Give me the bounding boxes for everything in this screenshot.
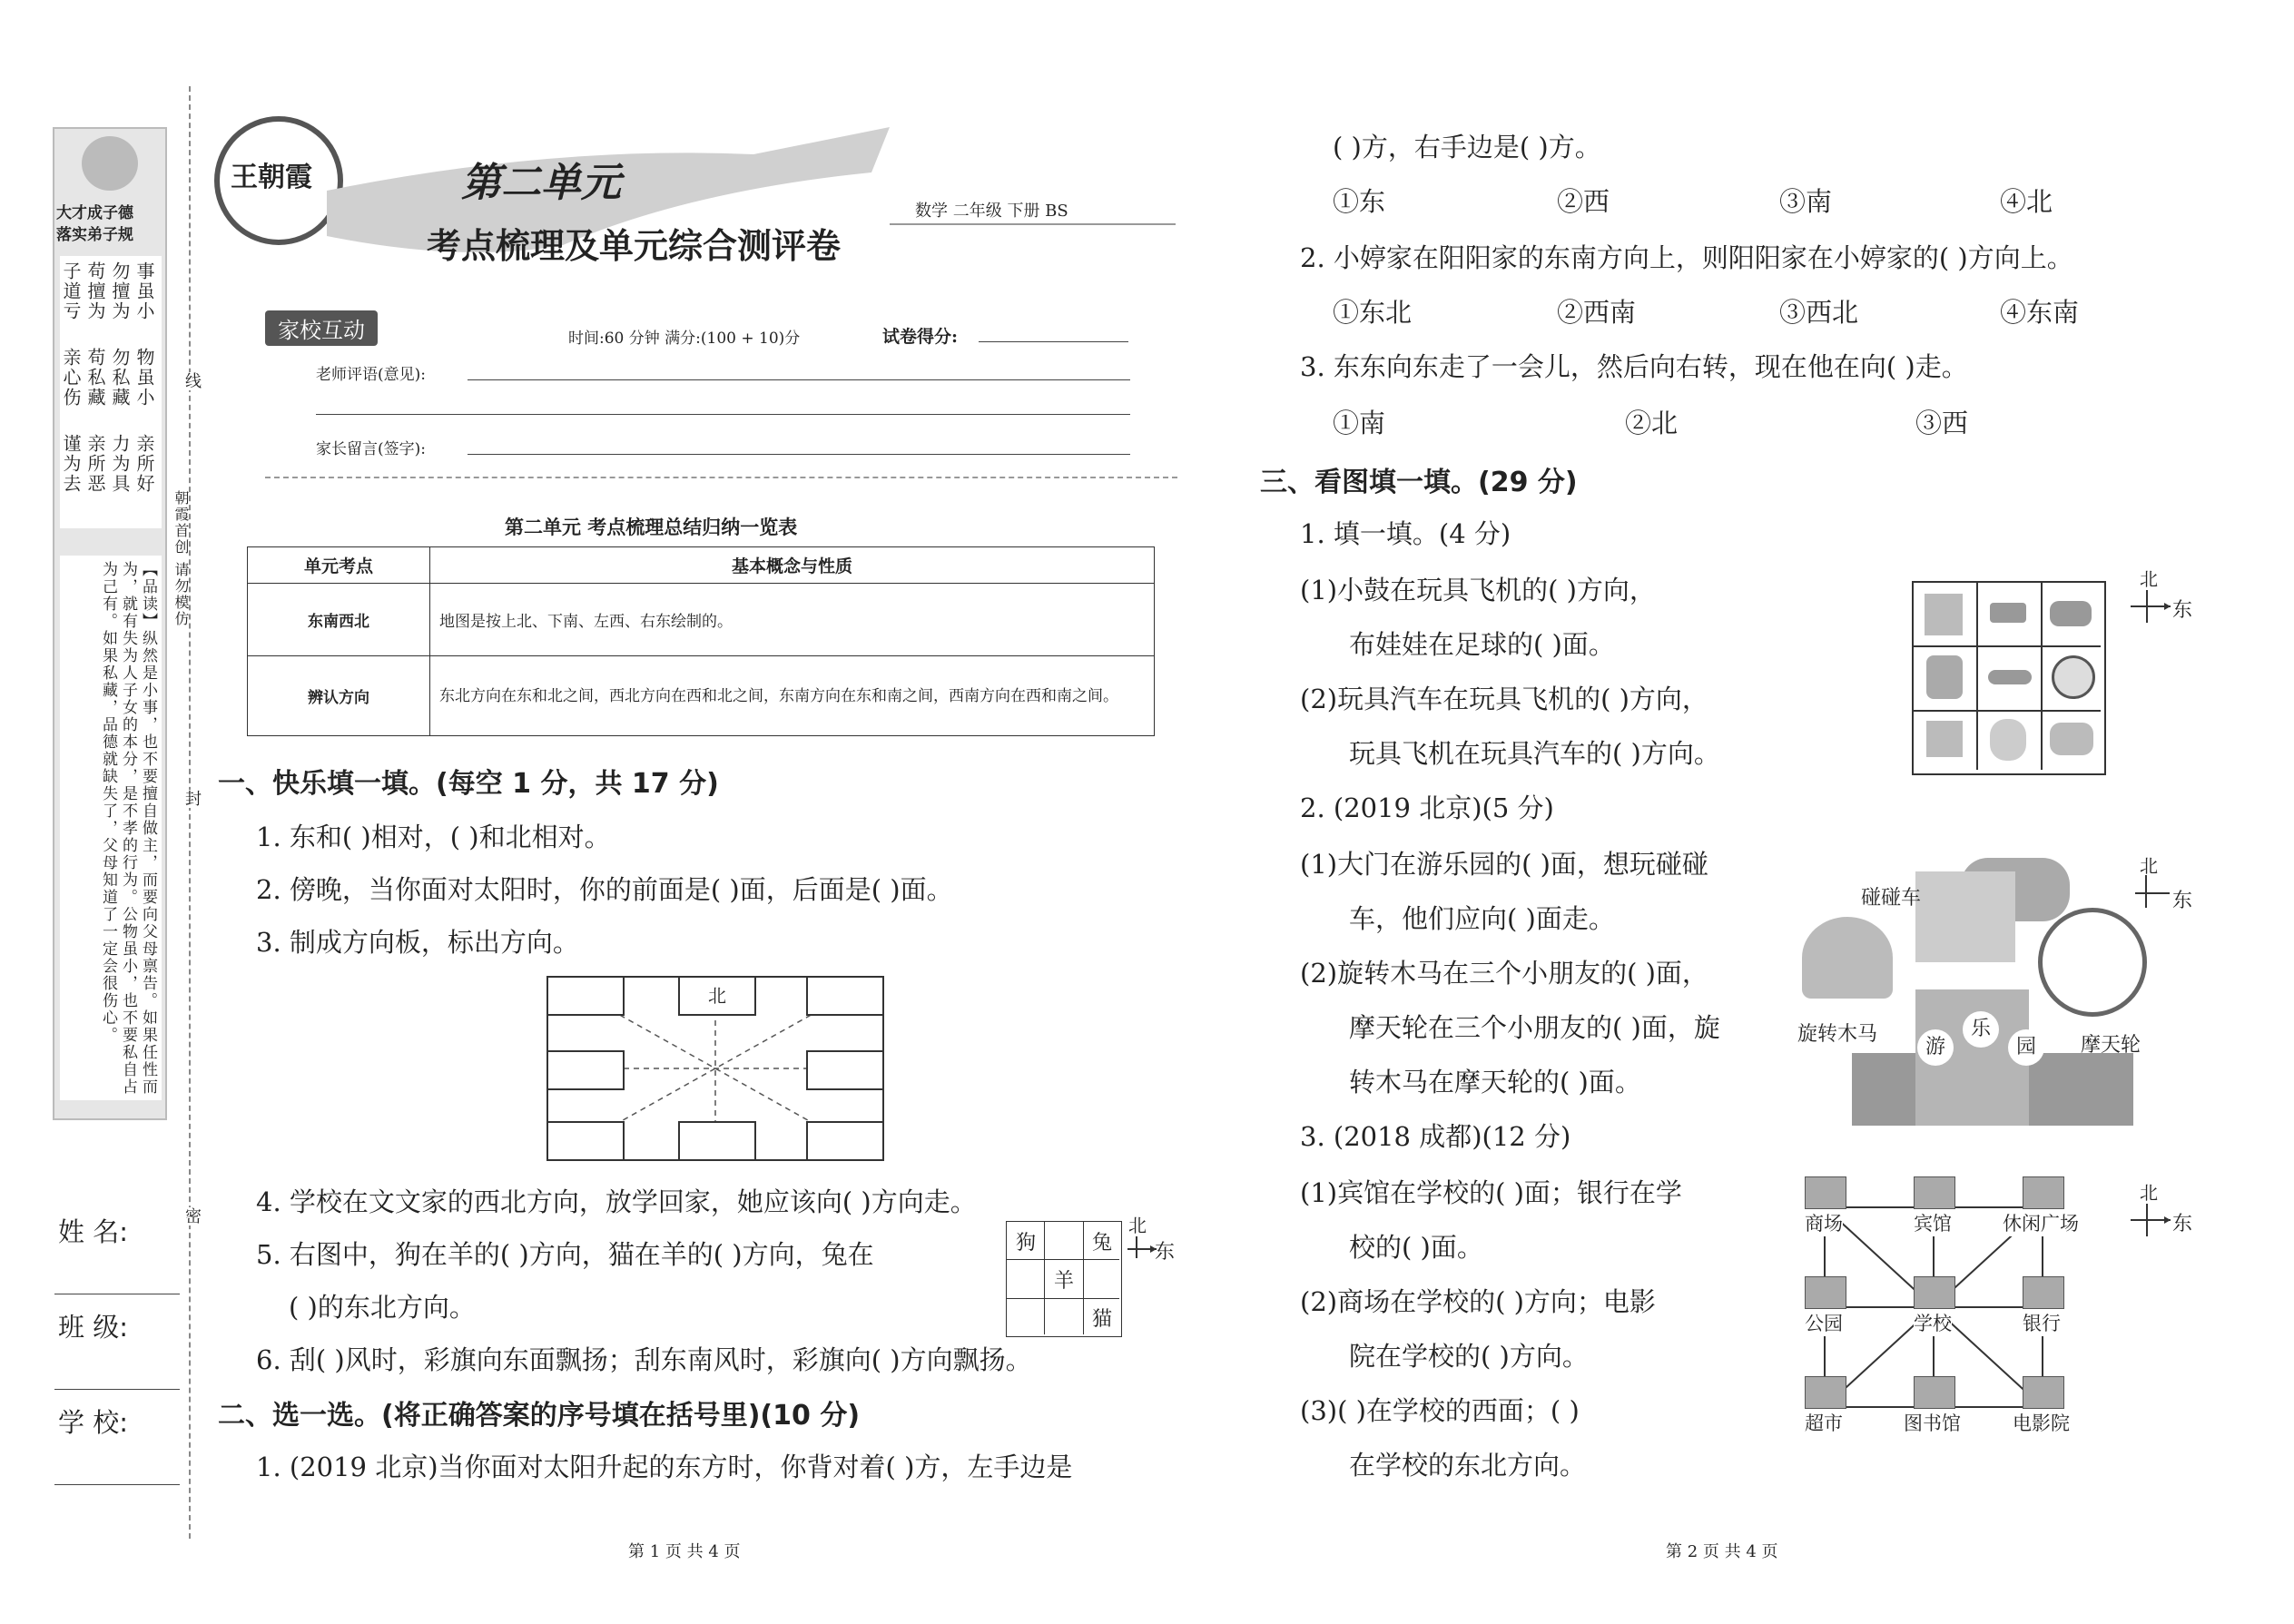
paper-subtitle: 考点梳理及单元综合测评卷 <box>427 226 842 266</box>
s2-q1-opt[interactable]: ③南 <box>1779 186 1833 217</box>
map-building-icon <box>1914 1376 1955 1409</box>
s3-p2-q2b: 摩天轮在三个小朋友的( )面，旋 <box>1349 1012 1720 1043</box>
blocks-toy-icon <box>1925 594 1963 635</box>
map-building-icon <box>1805 1176 1846 1209</box>
s3-p3-q2a: (2)商场在学校的( )方向；电影 <box>1300 1286 1656 1317</box>
map-building-icon <box>2023 1276 2064 1309</box>
summary-desc: 东北方向在东和北之间，西北方向在西和北之间，东南方向在东和南之间，西南方向在西和南之间。 <box>430 656 1155 736</box>
grid-sheep: 羊 <box>1054 1270 1075 1293</box>
s3-p3-q1b: 校的( )面。 <box>1349 1232 1483 1263</box>
board-box-w[interactable] <box>548 1050 625 1090</box>
s2-q2: 2. 小婷家在阳阳家的东南方向上，则阳阳家在小婷家的( )方向上。 <box>1300 242 2073 273</box>
verse-column: 谨为去 <box>60 434 82 494</box>
section2-title: 二、选一选。(将正确答案的序号填在括号里)(10 分) <box>218 1400 861 1432</box>
s3-p3-q2b: 院在学校的( )方向。 <box>1349 1341 1589 1372</box>
verse-column: 力为具 <box>109 434 131 494</box>
home-school-badge: 家校互动 <box>265 310 378 346</box>
park-compass-north: 北 <box>2140 855 2158 877</box>
s3-p3-q3b: 在学校的东北方向。 <box>1349 1450 1587 1481</box>
toy-grid <box>1912 581 2106 775</box>
board-box-n: 北 <box>678 978 756 1016</box>
map-place-label: 电影院 <box>2013 1409 2070 1436</box>
cut-line <box>189 86 191 1539</box>
direction-board <box>546 976 884 1161</box>
s1-q2: 2. 傍晚，当你面对太阳时，你的前面是( )面，后面是( )面。 <box>256 874 953 905</box>
summary-table <box>247 546 1155 736</box>
map-building-icon <box>1914 1176 1955 1209</box>
toy-compass-arrows <box>2129 588 2174 625</box>
cut-label-1: 线 <box>180 372 203 390</box>
map-place-label: 学校 <box>1914 1309 1952 1336</box>
map-building-icon <box>1805 1276 1846 1309</box>
s3-p1-title: 1. 填一填。(4 分) <box>1300 518 1511 549</box>
score-label: 试卷得分: <box>882 327 959 347</box>
doll-icon <box>1926 655 1963 699</box>
s1-q4: 4. 学校在文文家的西北方向，放学回家，她应该向( )方向走。 <box>256 1186 977 1217</box>
board-box-s[interactable] <box>678 1121 756 1159</box>
s2-q1-line2: ( )方，右手边是( )方。 <box>1333 132 1601 162</box>
s3-p1-q1a: (1)小鼓在玩具飞机的( )方向， <box>1300 575 1656 605</box>
s1-q5-line2: ( )的东北方向。 <box>289 1292 476 1323</box>
summary-title: 第二单元 考点梳理总结归纳一览表 <box>505 517 798 538</box>
summary-header-row <box>248 547 1155 584</box>
toy-compass-north: 北 <box>2140 568 2158 590</box>
reading-text: 纵然是小事，也不要擅自做主，而要向父母禀告。如果任性而为，就有失为人子女的本分，是不孝的行为。公物虽小，也不要私自占为己有。如果私藏，品德就缺失了，父母知道了一定会很伤心。 <box>99 561 157 1096</box>
drum-icon <box>2050 723 2093 755</box>
teacher-comment-label: 老师评语(意见): <box>316 366 426 384</box>
s3-p1-q2a: (2)玩具汽车在玩具飞机的( )方向， <box>1300 684 1708 714</box>
toy-plane-icon <box>1988 670 2032 684</box>
toy-car-icon <box>2050 601 2092 626</box>
verse-column: 勿私藏 <box>109 348 131 408</box>
s2-q2-opt[interactable]: ④东南 <box>2000 297 2080 328</box>
school-field[interactable] <box>54 1484 180 1485</box>
unit-title: 第二单元 <box>461 160 621 206</box>
reading-label: 【品读】 <box>139 561 157 630</box>
map-building-icon <box>2023 1176 2064 1209</box>
park-compass-arrows <box>2133 873 2173 910</box>
s3-p2-q2a: (2)旋转木马在三个小朋友的( )面， <box>1300 958 1708 989</box>
summary-row <box>248 584 1155 656</box>
verse-column: 亲心伤 <box>60 348 82 408</box>
scholar-illustration <box>82 136 138 191</box>
toy-compass-east: 东 <box>2172 599 2193 622</box>
page2-footer: 第 2 页 共 4 页 <box>1666 1542 1778 1561</box>
s2-q2-opt[interactable]: ①东北 <box>1333 297 1413 328</box>
map-place-label: 公园 <box>1805 1309 1843 1336</box>
s2-q2-opt[interactable]: ③西北 <box>1779 297 1859 328</box>
s3-p2-q2c: 转木马在摩天轮的( )面。 <box>1349 1067 1641 1097</box>
board-box-sw[interactable] <box>548 1121 625 1159</box>
map-place-label: 银行 <box>2023 1309 2061 1336</box>
verse-column: 亲所恶 <box>84 434 106 494</box>
board-box-e[interactable] <box>806 1050 882 1090</box>
gate-char: 乐 <box>1963 1011 1999 1048</box>
grid-compass-north: 北 <box>1128 1215 1147 1236</box>
bumper-car-label: 碰碰车 <box>1861 887 1922 910</box>
s3-p3-q3a: (3)( )在学校的西面；( ) <box>1300 1395 1580 1426</box>
board-box-nw[interactable] <box>548 978 625 1016</box>
summary-col-desc: 基本概念与性质 <box>430 547 1155 584</box>
summary-desc: 地图是按上北、下南、左西、右东绘制的。 <box>430 584 1155 656</box>
map-place-label: 宾馆 <box>1914 1209 1952 1236</box>
section1-title: 一、快乐填一填。(每空 1 分，共 17 分) <box>218 768 719 800</box>
s3-p2-q1b: 车，他们应向( )面走。 <box>1349 903 1615 934</box>
summary-point: 辨认方向 <box>248 656 430 736</box>
verse-column: 子道亏 <box>60 261 82 321</box>
grid-rabbit: 兔 <box>1092 1232 1113 1255</box>
school-label: 学 校: <box>58 1407 128 1438</box>
grid-cat: 猫 <box>1092 1308 1113 1331</box>
summary-point: 东南西北 <box>248 584 430 656</box>
map-compass-north: 北 <box>2140 1182 2158 1204</box>
score-field[interactable] <box>979 341 1128 342</box>
name-label: 姓 名: <box>58 1216 128 1247</box>
map-compass-east: 东 <box>2172 1213 2193 1235</box>
class-field[interactable] <box>54 1389 180 1390</box>
brand-logo-text: 王朝霞 <box>231 162 312 193</box>
s2-q3-opt[interactable]: ③西 <box>1915 408 1969 438</box>
header-divider <box>265 477 1177 478</box>
animal-grid <box>1006 1221 1122 1337</box>
parent-comment-label: 家长留言(签字): <box>316 440 426 458</box>
cut-label-2: 封 <box>180 790 203 808</box>
sidebar-panel <box>53 127 167 1120</box>
s2-q3-opt[interactable]: ②北 <box>1625 408 1679 438</box>
ferris-wheel-label: 摩天轮 <box>2081 1034 2141 1057</box>
teacher-comment-line2[interactable] <box>316 414 1130 415</box>
map-place-label: 商场 <box>1805 1209 1843 1236</box>
map-compass-arrows <box>2129 1202 2174 1238</box>
verse-column: 物虽小 <box>133 348 155 408</box>
grid-dog: 狗 <box>1016 1232 1037 1255</box>
teacher-comment-field[interactable] <box>468 379 1130 380</box>
map-building-icon <box>2023 1376 2064 1409</box>
section3-title: 三、看图填一填。(29 分) <box>1260 467 1578 498</box>
s2-q1-opt[interactable]: ②西 <box>1557 186 1610 217</box>
s3-p2-title: 2. (2019 北京)(5 分) <box>1300 792 1554 823</box>
sidebar-motto-1: 大才成子德 <box>56 204 133 222</box>
s1-q3: 3. 制成方向板，标出方向。 <box>256 927 579 958</box>
verse-column: 苟私藏 <box>84 348 106 408</box>
subject-line <box>890 223 1176 225</box>
verse-column: 苟擅为 <box>84 261 106 321</box>
parent-comment-field[interactable] <box>468 454 1130 455</box>
grid-compass-east: 东 <box>1155 1241 1176 1264</box>
football-icon <box>2052 655 2095 699</box>
magic-cube-icon <box>1926 721 1963 757</box>
summary-row <box>248 656 1155 736</box>
map-building-icon <box>1914 1276 1955 1309</box>
map-building-icon <box>1805 1376 1846 1409</box>
s2-q1-line1: 1. (2019 北京)当你面对太阳升起的东方时，你背对着( )方，左手边是 <box>256 1452 1073 1482</box>
s3-p1-q2b: 玩具飞机在玩具汽车的( )方向。 <box>1349 738 1720 769</box>
s2-q3: 3. 东东向东走了一会儿，然后向右转，现在他在向( )走。 <box>1300 351 1968 382</box>
page1-footer: 第 1 页 共 4 页 <box>628 1542 741 1561</box>
time-info: 时间:60 分钟 满分:(100 + 10)分 <box>568 330 801 348</box>
s3-p1-q1b: 布娃娃在足球的( )面。 <box>1349 629 1615 660</box>
s1-q1: 1. 东和( )相对，( )和北相对。 <box>256 822 611 852</box>
cut-label-3: 密 <box>180 1207 203 1225</box>
sidebar-verse <box>60 256 162 528</box>
verse-column: 亲所好 <box>133 434 155 494</box>
map-place-label: 图书馆 <box>1904 1409 1961 1436</box>
children-illustration <box>1915 871 2015 962</box>
verse-column: 勿擅为 <box>109 261 131 321</box>
gate-char: 游 <box>1917 1029 1954 1066</box>
s2-q1-opt[interactable]: ④北 <box>2000 186 2053 217</box>
s1-q6: 6. 刮( )风时，彩旗向东面飘扬；刮东南风时，彩旗向( )方向飘扬。 <box>256 1344 1032 1375</box>
summary-col-point: 单元考点 <box>248 547 430 584</box>
board-box-se[interactable] <box>806 1121 882 1159</box>
board-box-ne[interactable] <box>806 978 882 1016</box>
page-gap <box>1165 1017 1167 1416</box>
park-compass-east: 东 <box>2172 890 2193 912</box>
subject-info: 数学 二年级 下册 BS <box>915 202 1068 221</box>
brand-logo <box>214 116 343 245</box>
teddy-bear-icon <box>1990 719 2026 761</box>
s2-q1-opt[interactable]: ①东 <box>1333 186 1386 217</box>
s3-p3-q1a: (1)宾馆在学校的( )面；银行在学 <box>1300 1177 1682 1208</box>
sidebar-motto-2: 落实弟子规 <box>56 226 133 244</box>
toy-gun-icon <box>1990 603 2026 623</box>
carousel-illustration <box>1802 917 1893 999</box>
s2-q3-opt[interactable]: ①南 <box>1333 408 1386 438</box>
s2-q2-opt[interactable]: ②西南 <box>1557 297 1637 328</box>
s3-p2-q1a: (1)大门在游乐园的( )面，想玩碰碰 <box>1300 849 1708 880</box>
map-place-label: 超市 <box>1805 1409 1843 1436</box>
s1-q5-line1: 5. 右图中，狗在羊的( )方向，猫在羊的( )方向，兔在 <box>256 1239 874 1270</box>
s3-p3-title: 3. (2018 成都)(12 分) <box>1300 1121 1571 1152</box>
ferris-wheel-illustration <box>2038 908 2147 1017</box>
verse-column: 事虽小 <box>133 261 155 321</box>
sidebar-reading-box <box>60 556 162 1100</box>
carousel-label: 旋转木马 <box>1797 1023 1878 1046</box>
gate-char: 园 <box>2008 1029 2044 1066</box>
brand-vertical: 朝霞首创 请勿模仿 <box>172 490 190 628</box>
map-place-label: 休闲广场 <box>2003 1209 2079 1236</box>
class-label: 班 级: <box>58 1312 128 1343</box>
